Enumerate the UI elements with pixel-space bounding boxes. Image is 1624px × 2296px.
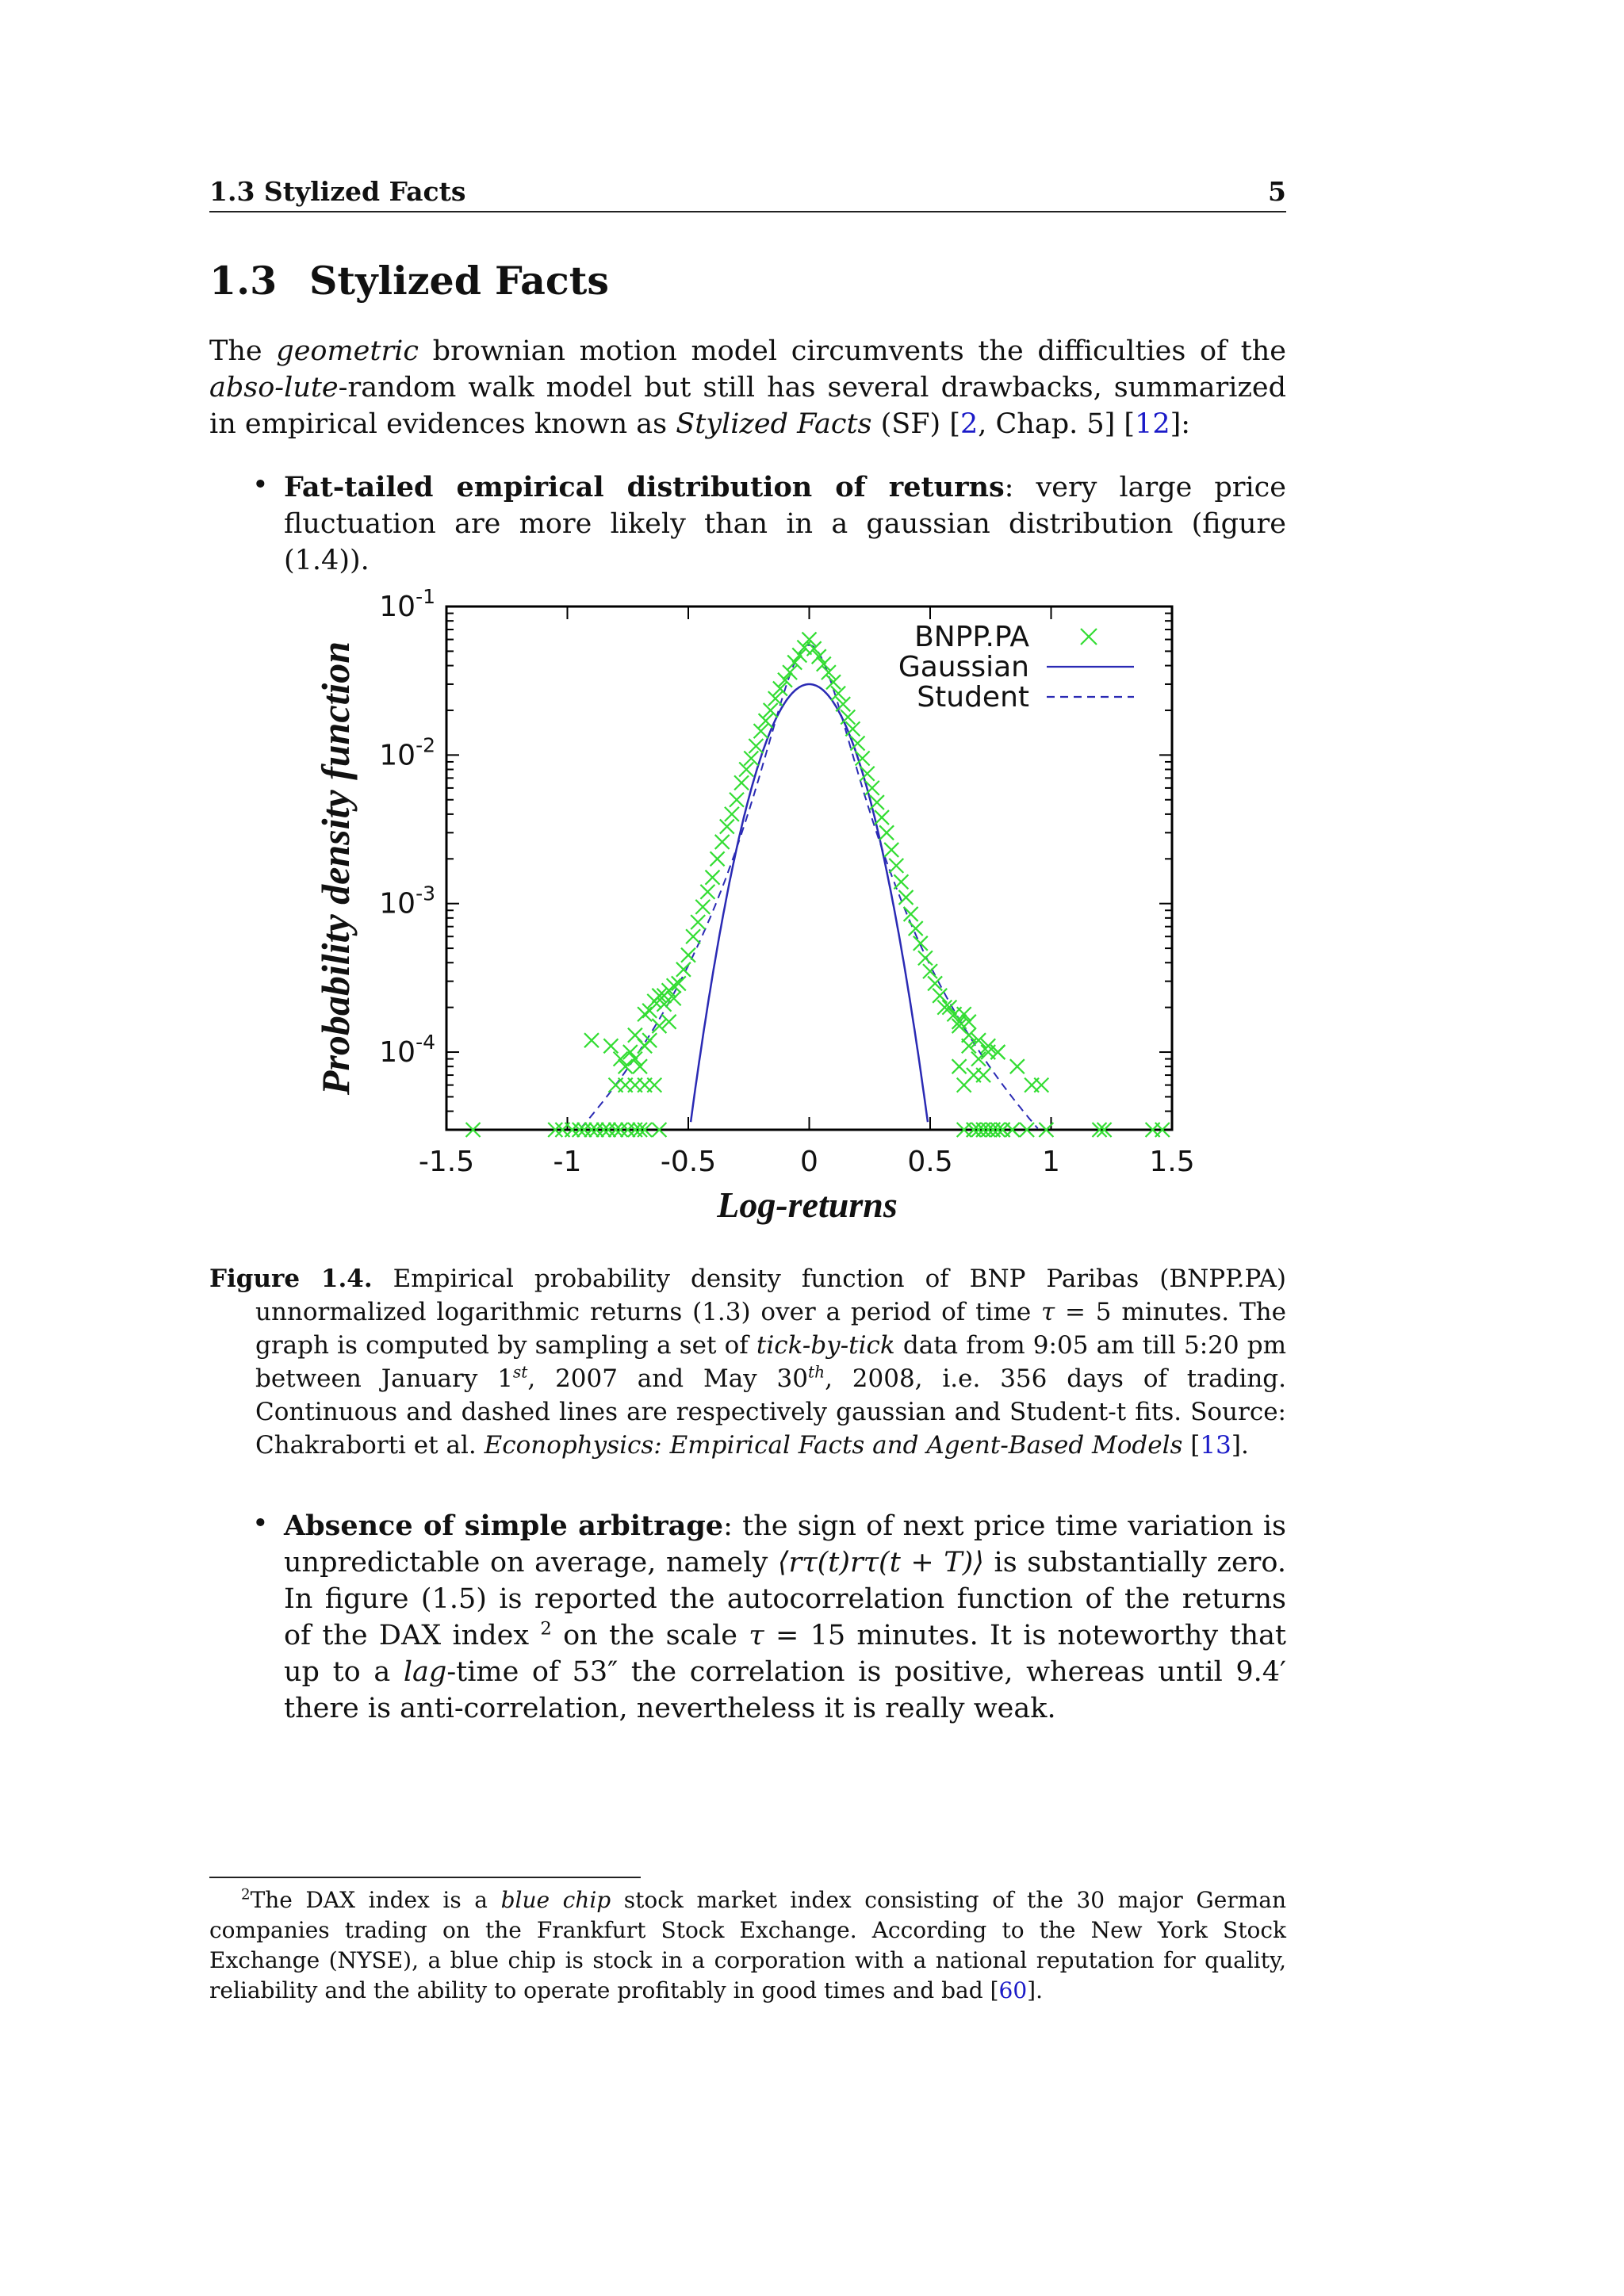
y-tick-label: $10^{-1}$ — [379, 585, 435, 623]
x-tick-label: -1.5 — [418, 1146, 475, 1178]
intro-emph: geometric — [276, 335, 419, 367]
bullet-body: is substantially zero. In figure (1.5) is reported the autocorrelation function of the returns of the DAX index — [284, 1547, 1286, 1651]
citation-link[interactable]: 13 — [1200, 1431, 1231, 1460]
data-point — [918, 951, 933, 965]
footnote-number: 2 — [241, 1886, 251, 1904]
intro-text: The — [209, 335, 277, 367]
caption-text: , 2007 and May 30 — [527, 1364, 808, 1393]
data-point — [725, 807, 739, 821]
data-point — [914, 936, 928, 951]
data-point — [628, 1052, 642, 1066]
caption-text: data from 9:05 am till 5:20 pm between January 1 — [255, 1331, 1286, 1393]
citation-link[interactable]: 12 — [1135, 408, 1170, 440]
data-point — [672, 976, 686, 990]
intro-text: -random walk model but still has several drawbacks, summarized in empirical evidences known as — [209, 372, 1286, 440]
data-point — [623, 1045, 638, 1059]
intro-emph: abso-lute — [209, 372, 339, 404]
bullet-body: : very large price fluctuation are more likely than in a gaussian distribution (figure (1.4)). — [284, 472, 1286, 576]
data-point — [667, 978, 681, 993]
data-point — [734, 775, 749, 790]
x-tick-label: 0 — [800, 1146, 818, 1178]
x-tick-label: 1 — [1042, 1146, 1060, 1178]
gaussian-fit-line — [691, 684, 928, 1122]
legend-label: Student — [917, 681, 1029, 714]
section-heading — [209, 258, 609, 304]
x-tick-label: -0.5 — [660, 1146, 717, 1178]
footnote-text: The DAX index is a — [250, 1887, 501, 1913]
bullet-heading: Absence of simple arbitrage — [284, 1510, 724, 1542]
bullet-heading: Fat-tailed empirical distribution of returns — [284, 471, 1005, 503]
caption-math: τ — [1041, 1298, 1055, 1326]
data-point — [730, 793, 744, 807]
intro-text: brownian motion model circumvents the difficulties of the — [418, 335, 1286, 367]
pdf-chart — [301, 575, 1229, 1241]
bullet-body: = 15 minutes. It is noteworthy that up to a — [284, 1620, 1286, 1688]
footnote-emph: blue chip — [500, 1887, 611, 1913]
data-point — [870, 795, 884, 809]
data-point — [749, 739, 763, 753]
x-tick-label: 1.5 — [1149, 1146, 1195, 1178]
data-point — [706, 871, 720, 885]
intro-text: (SF) [ — [871, 408, 960, 440]
data-point — [710, 851, 725, 866]
footnote-text: stock market index consisting of the 30 major German companies trading on the Frankfurt Stock Exchange. According to the New York Stock Exchange (NYSE), a blue chip is stock in a corporation with a national reputation for quality, reliability and the ability to operate profitably in good times and bad [ — [209, 1887, 1286, 2003]
data-point — [904, 907, 918, 921]
data-point — [952, 1059, 967, 1073]
data-point — [638, 1007, 652, 1021]
data-point — [584, 1033, 599, 1047]
data-point — [957, 1007, 971, 1021]
caption-text: Empirical probability density function of BNP Paribas (BNPP.PA) unnormalized logarithmic returns (1.3) over a period of time — [255, 1265, 1287, 1326]
header-rule — [209, 211, 1286, 212]
data-point — [971, 1052, 986, 1066]
footnote-rule — [209, 1877, 641, 1878]
data-point — [720, 820, 734, 834]
data-point — [715, 835, 730, 849]
data-point — [841, 710, 855, 725]
caption-text: , 2008, i.e. 356 days of trading. Continuous and dashed lines are respectively gaussian and Student-t fits. Source: Chakraborti et al. — [255, 1364, 1286, 1460]
data-point — [691, 915, 705, 929]
footnote-text: ]. — [1027, 1977, 1043, 2003]
intro-text: , Chap. 5] [ — [978, 408, 1136, 440]
data-point — [899, 890, 914, 905]
data-point — [957, 1078, 971, 1093]
caption-text: [ — [1182, 1431, 1201, 1460]
intro-text: ]: — [1170, 408, 1191, 440]
citation-link[interactable]: 60 — [998, 1977, 1028, 2003]
bullet-marker: • — [252, 469, 269, 501]
data-point — [894, 874, 908, 889]
data-point — [686, 929, 700, 943]
y-axis-label: Probability density function — [313, 641, 358, 1096]
citation-link[interactable]: 2 — [960, 408, 979, 440]
data-point — [817, 657, 831, 672]
bullet-item — [284, 1508, 1286, 1727]
bullet-body: -time of 53″ the correlation is positive, whereas until 9.4′ there is anti-correlation, nevertheless it is really weak. — [284, 1656, 1286, 1724]
data-point — [744, 752, 758, 766]
x-tick-label: 0.5 — [907, 1146, 953, 1178]
footnote-marker[interactable]: 2 — [540, 1618, 552, 1640]
bullet-math: τ — [749, 1620, 764, 1651]
y-tick-label: $10^{-4}$ — [379, 1031, 435, 1070]
data-point — [884, 843, 898, 857]
legend-label: BNPP.PA — [914, 621, 1029, 653]
bullet-math: ⟨rτ(t)rτ(t + T)⟩ — [777, 1547, 984, 1578]
data-point — [614, 1052, 628, 1066]
caption-superscript: th — [808, 1362, 825, 1382]
caption-superscript: st — [512, 1362, 528, 1382]
bullet-emph: lag — [403, 1656, 447, 1688]
x-tick-label: -1 — [553, 1146, 582, 1178]
data-point — [933, 989, 947, 1003]
footnote — [209, 1885, 1286, 2006]
caption-text: = 5 minutes. The graph is computed by sampling a set of — [255, 1298, 1286, 1360]
y-tick-label: $10^{-3}$ — [379, 882, 435, 920]
bullet-item — [284, 469, 1286, 579]
section-number: 1.3 — [209, 258, 278, 304]
data-point — [1034, 1078, 1048, 1093]
figure-caption — [209, 1262, 1286, 1462]
caption-label: Figure 1.4. — [209, 1265, 373, 1293]
data-point — [633, 1059, 647, 1073]
legend-label: Gaussian — [898, 651, 1029, 683]
student-fit-line — [580, 645, 1037, 1129]
data-point — [990, 1045, 1005, 1059]
bullet-marker: • — [252, 1508, 269, 1540]
data-point — [676, 962, 691, 977]
x-axis-label: Log-returns — [717, 1184, 898, 1225]
data-point — [923, 964, 937, 978]
data-point — [695, 900, 710, 914]
data-point — [700, 885, 714, 899]
page-number: 5 — [1268, 176, 1286, 207]
data-point — [812, 649, 826, 664]
data-point — [879, 825, 894, 840]
data-point — [603, 1039, 618, 1053]
data-point — [792, 648, 806, 662]
running-header-title: 1.3 Stylized Facts — [209, 176, 466, 207]
data-point — [1010, 1059, 1025, 1073]
section-title: Stylized Facts — [309, 258, 609, 304]
data-point — [875, 810, 889, 825]
data-point — [739, 763, 753, 777]
caption-text: ]. — [1231, 1431, 1249, 1460]
intro-paragraph — [209, 333, 1286, 442]
data-point — [647, 1078, 661, 1093]
data-point — [889, 859, 903, 873]
y-tick-label: $10^{-2}$ — [379, 733, 435, 772]
bullet-body: : the sign of next price time variation is unpredictable on average, namely — [284, 1510, 1286, 1578]
caption-emph: Econophysics: Empirical Facts and Agent-Based Models — [484, 1431, 1183, 1460]
data-point — [628, 1028, 642, 1043]
intro-emph: Stylized Facts — [676, 408, 872, 440]
caption-emph: tick-by-tick — [756, 1331, 895, 1360]
legend-marker — [1081, 629, 1097, 645]
data-point — [976, 1068, 990, 1082]
bullet-body: on the scale — [551, 1620, 749, 1651]
